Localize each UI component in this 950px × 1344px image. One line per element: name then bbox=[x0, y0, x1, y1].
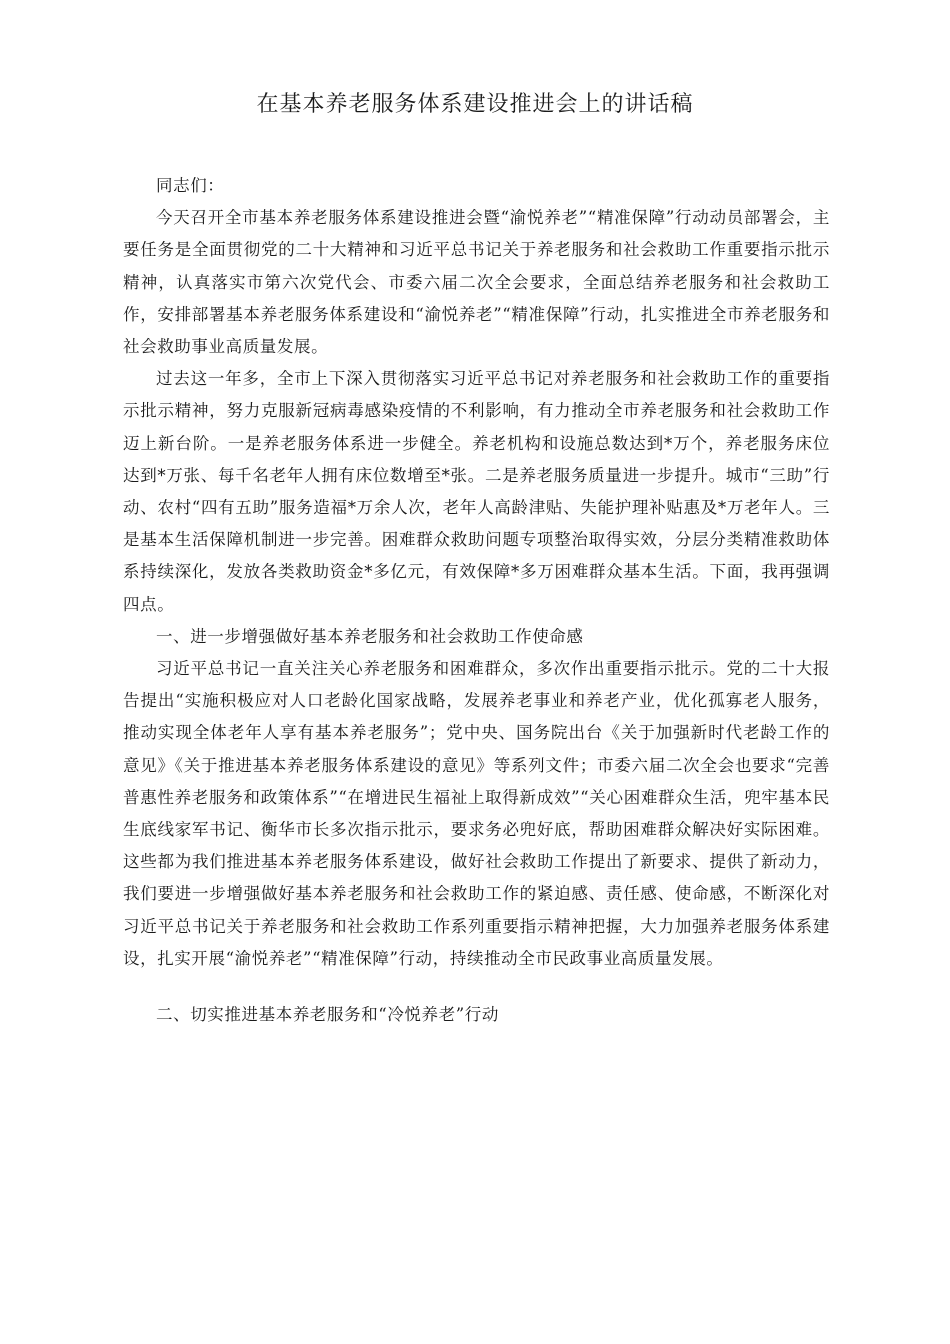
paragraph-intro: 今天召开全市基本养老服务体系建设推进会暨“渝悦养老”“精准保障”行动动员部署会，主要任务是全面贯彻党的二十大精神和习近平总书记关于养老服务和社会救助工作重要指示批示精神，认真落实市第六次党代会、市委六届二次全会要求，全面总结养老服务和社会救助工作，安排部署基本养老服务体系建设和“渝悦养老”“精准保障”行动，扎实推进全市养老服务和社会救助事业高质量发展。 bbox=[123, 208, 830, 357]
paragraph-section-1: 习近平总书记一直关注关心养老服务和困难群众，多次作出重要指示批示。党的二十大报告提出“实施积极应对人口老龄化国家战略，发展养老事业和养老产业，优化孤寡老人服务，推动实现全体老年人享有基本养老服务”；党中央、国务院出台《关于加强新时代老龄工作的意见》《关于推进基本养老服务体系建设的意见》等系列文件；市委六届二次全会也要求“完善普惠性养老服务和政策体系”“在增进民生福祉上取得新成效”“关心困难群众生活，兜牢基本民生底线家军书记、衡华市长多次指示批示，要求务必兜好底，帮助困难群众解决好实际困难。这些都为我们推进基本养老服务体系建设，做好社会救助工作提出了新要求、提供了新动力，我们要进一步增强做好基本养老服务和社会救助工作的紧迫感、责任感、使命感，不断深化对习近平总书记关于养老服务和社会救助工作系列重要指示精神把握，大力加强养老服务体系建设，扎实开展“渝悦养老”“精准保障”行动，持续推动全市民政事业高质量发展。 bbox=[123, 659, 830, 968]
section-heading-1: 一、进一步增强做好基本养老服务和社会救助工作使命感 bbox=[156, 626, 584, 646]
section-heading-2: 二、切实推进基本养老服务和“冷悦养老”行动 bbox=[156, 1005, 499, 1025]
document-body bbox=[123, 170, 830, 1031]
document-title: 在基本养老服务体系建设推进会上的讲话稿 bbox=[256, 92, 694, 117]
paragraph-review: 过去这一年多，全市上下深入贯彻落实习近平总书记对养老服务和社会救助工作的重要指示批示精神，努力克服新冠病毒感染疫情的不利影响，有力推动全市养老服务和社会救助工作迈上新台阶。一是养老服务体系进一步健全。养老机构和设施总数达到*万个，养老服务床位达到*万张、每千名老年人拥有床位数增至*张。二是养老服务质量进一步提升。城市“三助”行动、农村“四有五助”服务造福*万余人次，老年人高龄津贴、失能护理补贴惠及*万老年人。三是基本生活保障机制进一步完善。困难群众救助问题专项整治取得实效，分层分类精准救助体系持续深化，发放各类救助资金*多亿元，有效保障*多万困难群众基本生活。下面，我再强调四点。 bbox=[123, 369, 830, 614]
salutation: 同志们： bbox=[156, 176, 225, 195]
